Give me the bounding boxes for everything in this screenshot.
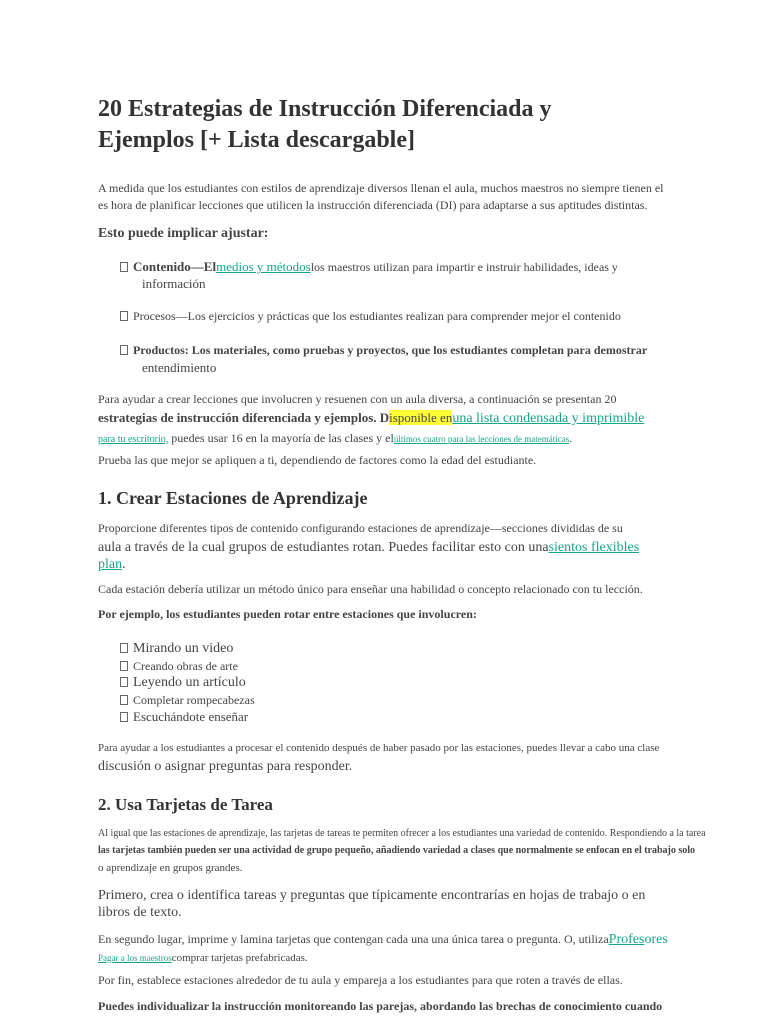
list-item: Leyendo un artículo [120, 675, 246, 691]
s2-p5: Puedes individualizar la instrucción monitoreando las parejas, abordando las brechas de conocimiento cuando [98, 999, 663, 1013]
adjust-heading: Esto puede implicar ajustar: [98, 226, 269, 241]
try-line: Prueba las que mejor se apliquen a ti, dependiendo de factores como la edad del estudiante. [98, 453, 537, 467]
medios-link[interactable]: medios y métodos [216, 259, 311, 274]
s2-p1-line-1: Al igual que las estaciones de aprendizaje, las tarjetas de tareas te permiten ofrecer a los estudiantes una variedad de contenido. Respondiendo a la tarea [98, 828, 706, 839]
list-item: Completar rompecabezas [120, 693, 255, 708]
list-item-process: Procesos—Los ejercicios y prácticas que los estudiantes realizan para comprender mejor el contenido [120, 309, 621, 324]
s1-p4-line-2: discusión o asignar preguntas para responder. [98, 759, 353, 774]
bullet-icon [120, 345, 128, 355]
section-2-heading: 2. Usa Tarjetas de Tarea [98, 795, 273, 814]
bullet-icon [120, 677, 128, 687]
title-line-2: Ejemplos [+ Lista descargable] [98, 127, 415, 153]
list-item-content-cont: información [142, 276, 206, 291]
page-title [98, 94, 552, 156]
intro-line-1: A medida que los estudiantes con estilos de aprendizaje diversos llenan el aula, muchos maestros no siempre tienen el [98, 181, 664, 195]
s1-p1-line-1: Proporcione diferentes tipos de contenido configurando estaciones de aprendizaje—secciones divididas de su [98, 521, 623, 535]
bullet-icon [120, 262, 128, 272]
list-item-products-cont: entendimiento [142, 360, 217, 375]
list-item: Mirando un video [120, 641, 233, 657]
s2-p2-line-2: libros de texto. [98, 905, 182, 920]
help-line-2: estrategias de instrucción diferenciada y ejemplos. Disponible enuna lista condensada y imprimible [98, 410, 645, 426]
flexible-seating-link[interactable]: sientos flexibles [548, 540, 640, 555]
help-line-1: Para ayudar a crear lecciones que involucren y resuenen con un aula diversa, a continuación se presentan 20 [98, 392, 617, 406]
desk-link[interactable]: para tu escritorio, [98, 434, 169, 445]
section-1-heading: 1. Crear Estaciones de Aprendizaje [98, 488, 368, 508]
list-item: Creando obras de arte [120, 659, 238, 674]
s2-p1-line-3: o aprendizaje en grupos grandes. [98, 862, 243, 874]
teachers-pay-link-end[interactable]: ores [644, 932, 668, 947]
s2-p3-line-1: En segundo lugar, imprime y lamina tarjetas que contengan cada una una única tarea o pregunta. O, utilizaProfesores [98, 932, 668, 947]
printable-list-link[interactable]: una lista condensada y imprimible [452, 411, 645, 426]
bullet-icon [120, 661, 128, 671]
s2-p1-line-2: las tarjetas también pueden ser una actividad de grupo pequeño, añadiendo variedad a clases que normalmente se enfocan en el trabajo solo [98, 845, 696, 856]
s1-p2: Cada estación debería utilizar un método único para enseñar una habilidad o concepto relacionado con tu lección. [98, 582, 643, 596]
list-item: Escuchándote enseñar [120, 709, 248, 725]
s1-p1-line-3: plan. [98, 557, 126, 572]
s1-p1-line-2: aula a través de la cual grupos de estudiantes rotan. Puedes facilitar esto con unasientos flexibles [98, 540, 640, 555]
pay-teachers-link[interactable]: Pagar a los maestros [98, 953, 172, 963]
list-item-products: Productos: Los materiales, como pruebas y proyectos, que los estudiantes completan para demostrar [120, 343, 647, 358]
flexible-seating-plan-link[interactable]: plan [98, 557, 123, 572]
teachers-pay-link[interactable]: Profes [608, 932, 645, 947]
help-line-3: para tu escritorio, puedes usar 16 en la mayoría de las clases y elúltimos cuatro para las lecciones de matemáticas. [98, 431, 573, 445]
s2-p3-line-2: Pagar a los maestroscomprar tarjetas prefabricadas. [98, 952, 308, 964]
bullet-icon [120, 311, 128, 321]
intro-line-2: es hora de planificar lecciones que utilicen la instrucción diferenciada (DI) para adaptarse a sus aptitudes distintas. [98, 198, 648, 212]
s1-p3: Por ejemplo, los estudiantes pueden rotar entre estaciones que involucren: [98, 607, 477, 621]
s1-p4-line-1: Para ayudar a los estudiantes a procesar el contenido después de haber pasado por las estaciones, puedes llevar a cabo una clase [98, 742, 660, 754]
bullet-icon [120, 643, 128, 653]
highlighted-text: isponible en [389, 410, 453, 425]
bullet-icon [120, 695, 128, 705]
bullet-icon [120, 712, 128, 722]
list-item-content: Contenido—Elmedios y métodoslos maestros utilizan para impartir e instruir habilidades, ideas y [120, 258, 618, 276]
title-line-1: 20 Estrategias de Instrucción Diferenciada y [98, 96, 552, 122]
s2-p4: Por fin, establece estaciones alrededor de tu aula y empareja a los estudiantes para que roten a través de ellas. [98, 973, 623, 987]
math-lessons-link[interactable]: últimos cuatro para las lecciones de matemáticas [393, 434, 570, 444]
s2-p2-line-1: Primero, crea o identifica tareas y preguntas que típicamente encontrarías en hojas de trabajo o en [98, 888, 646, 903]
